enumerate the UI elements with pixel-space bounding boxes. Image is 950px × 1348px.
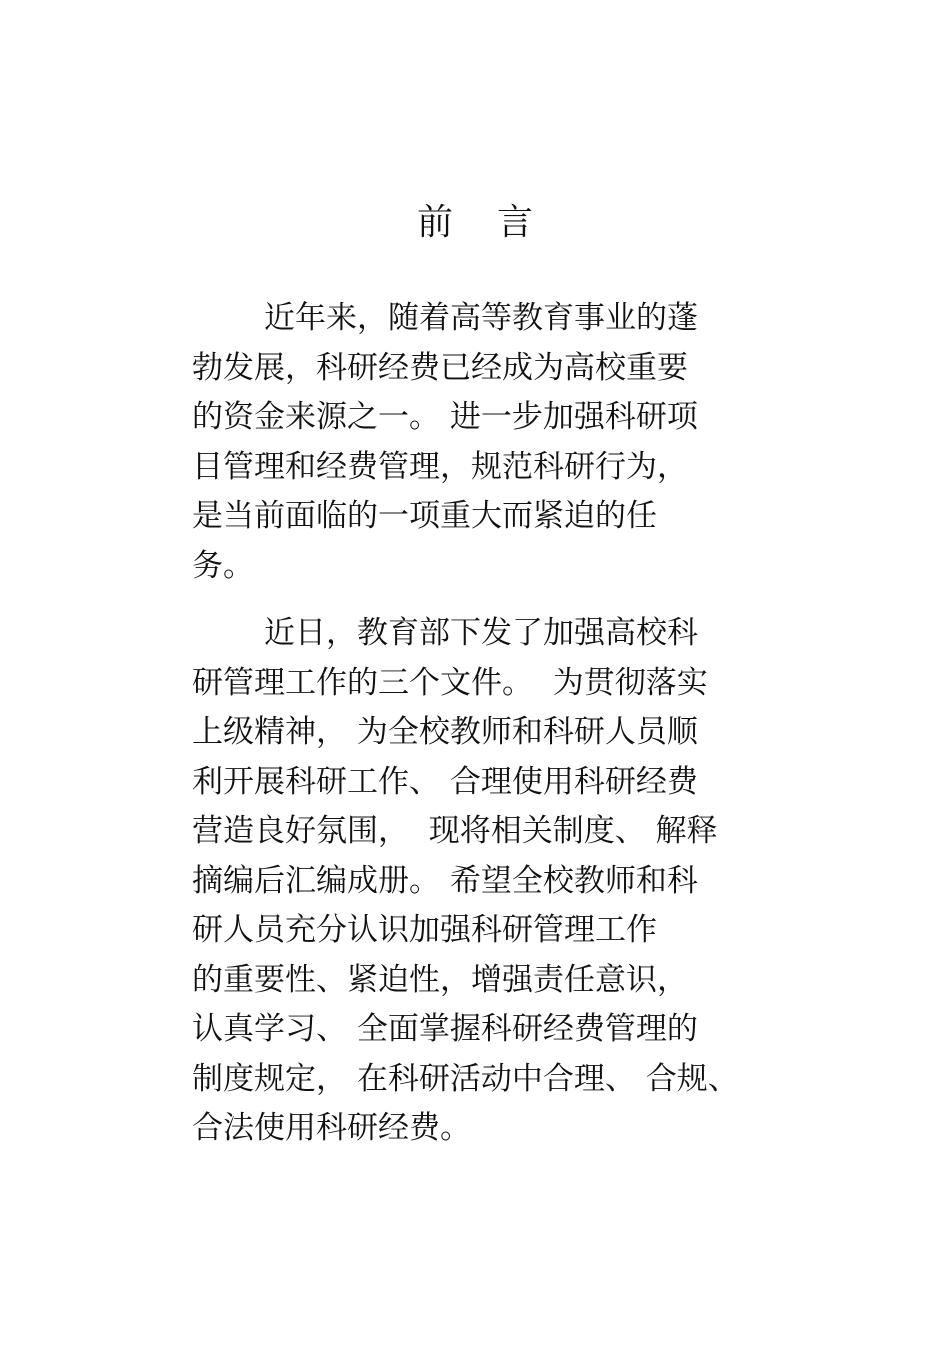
paragraph-line: 是当前面临的一项重大而紧迫的任	[192, 498, 657, 534]
paragraph-line: 认真学习、 全面掌握科研经费管理的	[192, 1011, 698, 1047]
paragraph-line: 利开展科研工作、 合理使用科研经费	[192, 763, 698, 800]
title-char-1: 前	[416, 202, 453, 243]
paragraph-line: 研人员充分认识加强科研管理工作	[192, 912, 657, 948]
paragraph-line: 制度规定， 在科研活动中合理、 合规、	[192, 1060, 739, 1097]
paragraph-line: 务。	[192, 547, 254, 584]
page-title	[0, 198, 950, 248]
paragraph-line: 的重要性、紧迫性，增强责任意识，	[192, 961, 688, 998]
paragraph-line: 上级精神， 为全校教师和科研人员顺	[192, 714, 698, 750]
paragraph-line: 近年来，随着高等教育事业的蓬	[264, 300, 698, 336]
paragraph-line: 研管理工作的三个文件。 为贯彻落实	[192, 664, 708, 701]
paragraph-line: 营造良好氛围， 现将相关制度、 解释	[192, 813, 718, 849]
paragraph-line: 摘编后汇编成册。 希望全校教师和科	[192, 862, 698, 899]
paragraph-line: 的资金来源之一。 进一步加强科研项	[192, 399, 698, 435]
paragraph-line: 近日，教育部下发了加强高校科	[264, 615, 698, 651]
paragraph-line: 合法使用科研经费。	[192, 1110, 471, 1146]
paragraph-line: 目管理和经费管理，规范科研行为，	[192, 448, 688, 485]
paragraph-2	[192, 609, 772, 1154]
title-char-2: 言	[497, 202, 534, 243]
paragraph-1	[192, 294, 772, 591]
paragraph-line: 勃发展，科研经费已经成为高校重要	[192, 349, 688, 386]
